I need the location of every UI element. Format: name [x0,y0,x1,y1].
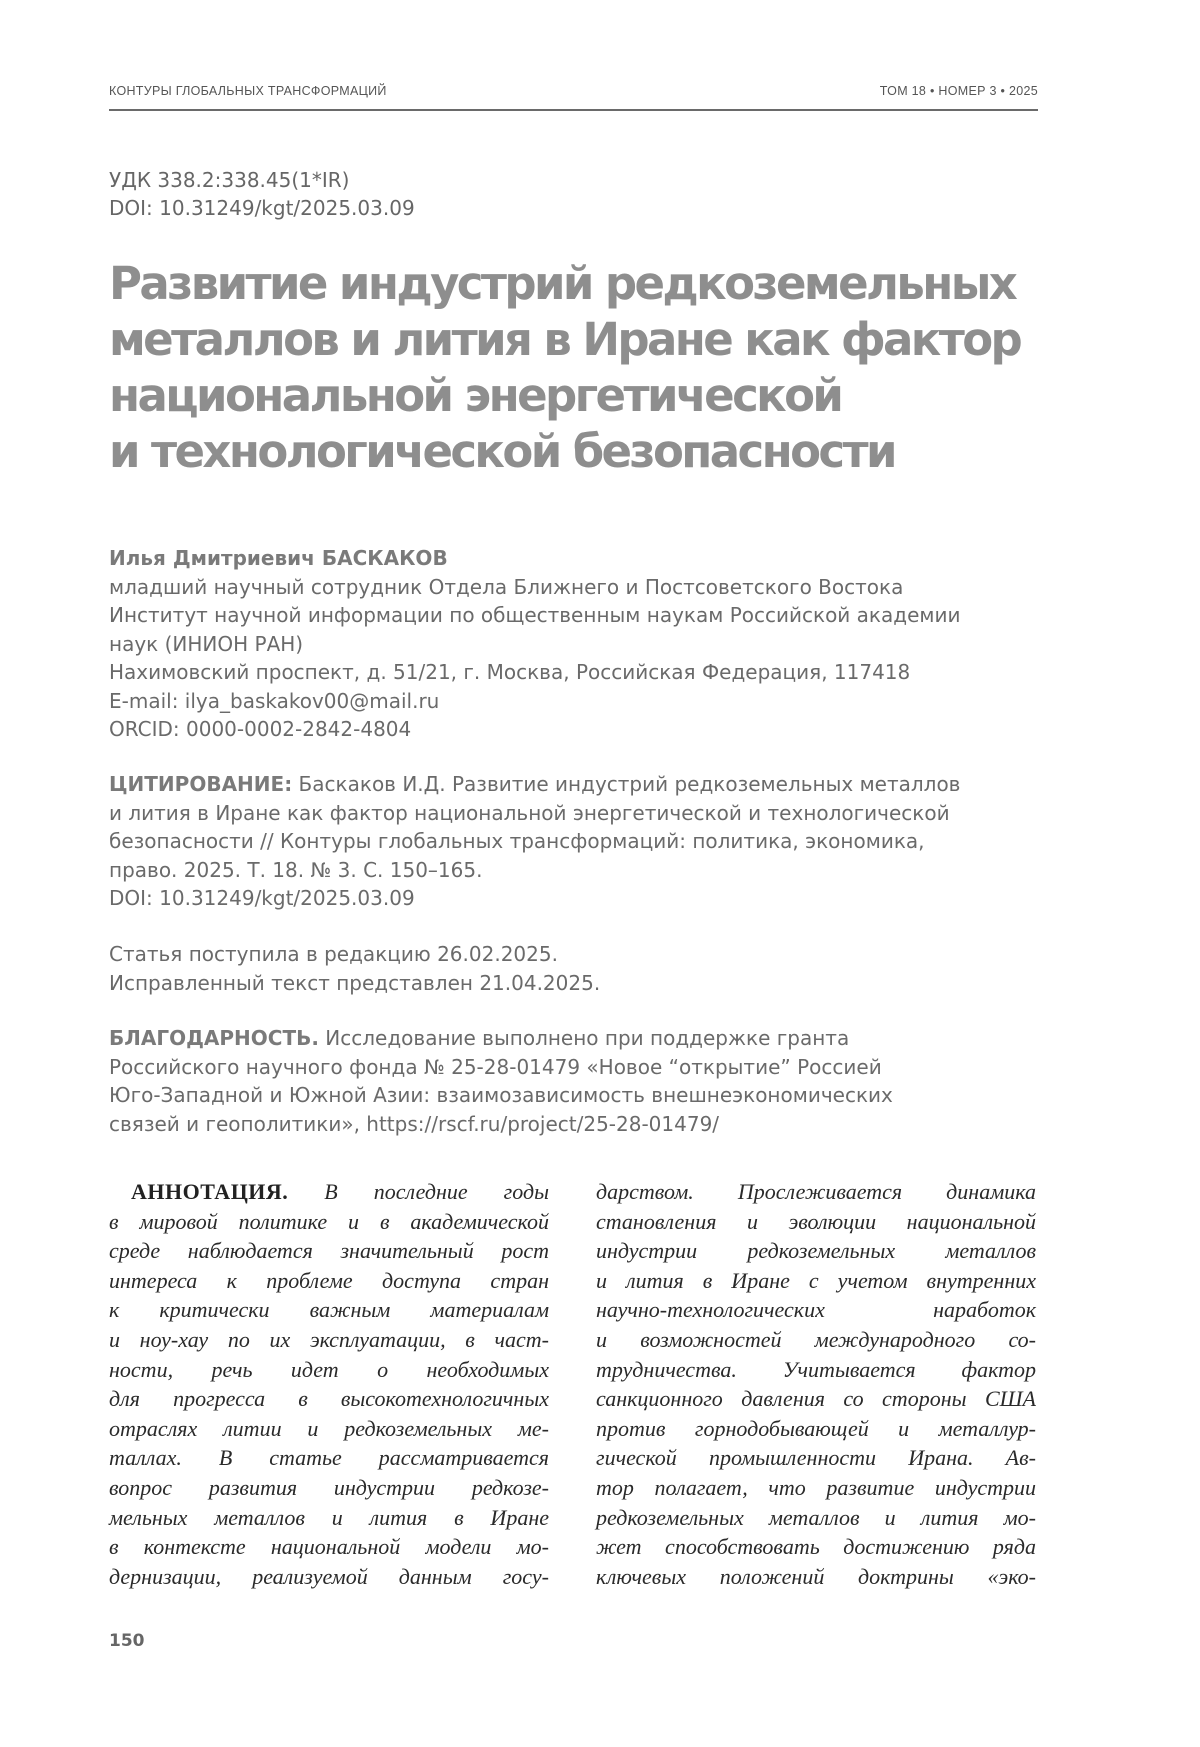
abstract-line: против горнодобывающей и металлур- [596,1415,1036,1441]
submission-dates [109,940,1049,997]
abstract-line: отраслях литии и редкоземельных ме- [109,1415,549,1441]
abstract-line: санкционного давления со стороны США [596,1386,1036,1412]
abstract-line: В последние годы [288,1179,549,1204]
acknowledgment-link[interactable]: связей и геополитики», https://rscf.ru/project/25-28-01479/ [109,1111,720,1136]
citation-block [109,770,1049,913]
title-line: и технологической безопасности [109,425,895,478]
udc-code: УДК 338.2:338.45(1*IR) [109,168,350,192]
abstract-label: АННОТАЦИЯ. [131,1179,289,1204]
abstract-line: индустрии редкоземельных металлов [596,1238,1036,1264]
abstract-line: дернизации, реализуемой данным госу- [109,1563,549,1589]
title-line: национальной энергетической [109,369,842,422]
author-position: младший научный сотрудник Отдела Ближнего и Постсоветского Востока [109,574,904,599]
abstract-line: таллах. В статье рассматривается [109,1445,549,1471]
acknowledgment-text: Исследование выполнено при поддержке гранта [318,1026,850,1050]
abstract-line: вопрос развития индустрии редкозе- [109,1474,549,1500]
abstract-line: становления и эволюции национальной [596,1208,1036,1234]
abstract-line: тор полагает, что развитие индустрии [596,1474,1036,1500]
title-line: металлов и лития в Иране как фактор [109,313,1021,366]
abstract-line: ключевых положений доктрины «эко- [596,1563,1036,1589]
running-header [109,84,1038,106]
citation-text: Баскаков И.Д. Развитие индустрий редкоземельных металлов [292,772,961,796]
abstract-line: мельных металлов и лития в Иране [109,1504,549,1530]
author-institution-cont: наук (ИНИОН РАН) [109,631,304,656]
abstract-line: интереса к проблеме доступа стран [109,1267,549,1293]
abstract-line: и возможностей международного со- [596,1326,1036,1352]
acknowledgment-label: БЛАГОДАРНОСТЬ. [109,1026,319,1050]
author-institution: Институт научной информации по общественным наукам Российской академии [109,603,961,627]
abstract-line: и лития в Иране с учетом внутренних [596,1267,1036,1293]
received-date: Статья поступила в редакцию 26.02.2025. [109,942,558,966]
citation-text: право. 2025. Т. 18. № 3. С. 150–165. [109,857,483,882]
page-number: 150 [109,1631,145,1651]
abstract-line: трудничества. Учитывается фактор [596,1356,1036,1382]
doi: DOI: 10.31249/kgt/2025.03.09 [109,196,415,220]
acknowledgment-text: Юго-Западной и Южной Азии: взаимозависимость внешнеэкономических [109,1083,893,1107]
abstract-line: жет способствовать достижению ряда [596,1534,1036,1560]
abstract-left-column [109,1177,549,1591]
citation-doi[interactable]: DOI: 10.31249/kgt/2025.03.09 [109,886,415,910]
abstract-line: гической промышленности Ирана. Ав- [596,1445,1036,1471]
abstract-line: научно-технологических наработок [596,1297,1036,1323]
article-identifiers [109,166,415,222]
abstract-line: ности, речь идет о необходимых [109,1356,549,1382]
citation-text: и лития в Иране как фактор национальной энергетической и технологической [109,800,950,825]
author-name: Илья Дмитриевич БАСКАКОВ [109,546,448,570]
abstract-right-column [596,1177,1036,1591]
article-title [109,256,1049,480]
abstract-line: дарством. Прослеживается динамика [596,1179,1036,1204]
acknowledgment-text: Российского научного фонда № 25-28-01479 «Новое “открытие” Россией [109,1054,882,1079]
issue-info: ТОМ 18 • НОМЕР 3 • 2025 [879,84,1038,98]
author-email[interactable]: E-mail: ilya_baskakov00@mail.ru [109,688,440,713]
revised-date: Исправленный текст представлен 21.04.2025. [109,970,601,995]
abstract-line: редкоземельных металлов и лития мо- [596,1504,1036,1530]
abstract-line: и ноу-хау по их эксплуатации, в част- [109,1326,549,1352]
journal-name: КОНТУРЫ ГЛОБАЛЬНЫХ ТРАНСФОРМАЦИЙ [109,84,387,98]
abstract-line: к критически важным материалам [109,1297,549,1323]
title-line: Развитие индустрий редкоземельных [109,257,1016,310]
author-address: Нахимовский проспект, д. 51/21, г. Москва, Российская Федерация, 117418 [109,660,911,684]
author-orcid[interactable]: ORCID: 0000-0002-2842-4804 [109,717,412,741]
citation-label: ЦИТИРОВАНИЕ: [109,772,293,796]
citation-text: безопасности // Контуры глобальных трансформаций: политика, экономика, [109,829,925,853]
abstract-line: в мировой политике и в академической [109,1208,549,1234]
header-divider [109,109,1038,111]
acknowledgment-block [109,1024,1049,1138]
abstract-line: в контексте национальной модели мо- [109,1534,549,1560]
abstract-line: для прогресса в высокотехнологичных [109,1386,549,1412]
author-block [109,544,1049,744]
abstract-line: среде наблюдается значительный рост [109,1238,549,1264]
